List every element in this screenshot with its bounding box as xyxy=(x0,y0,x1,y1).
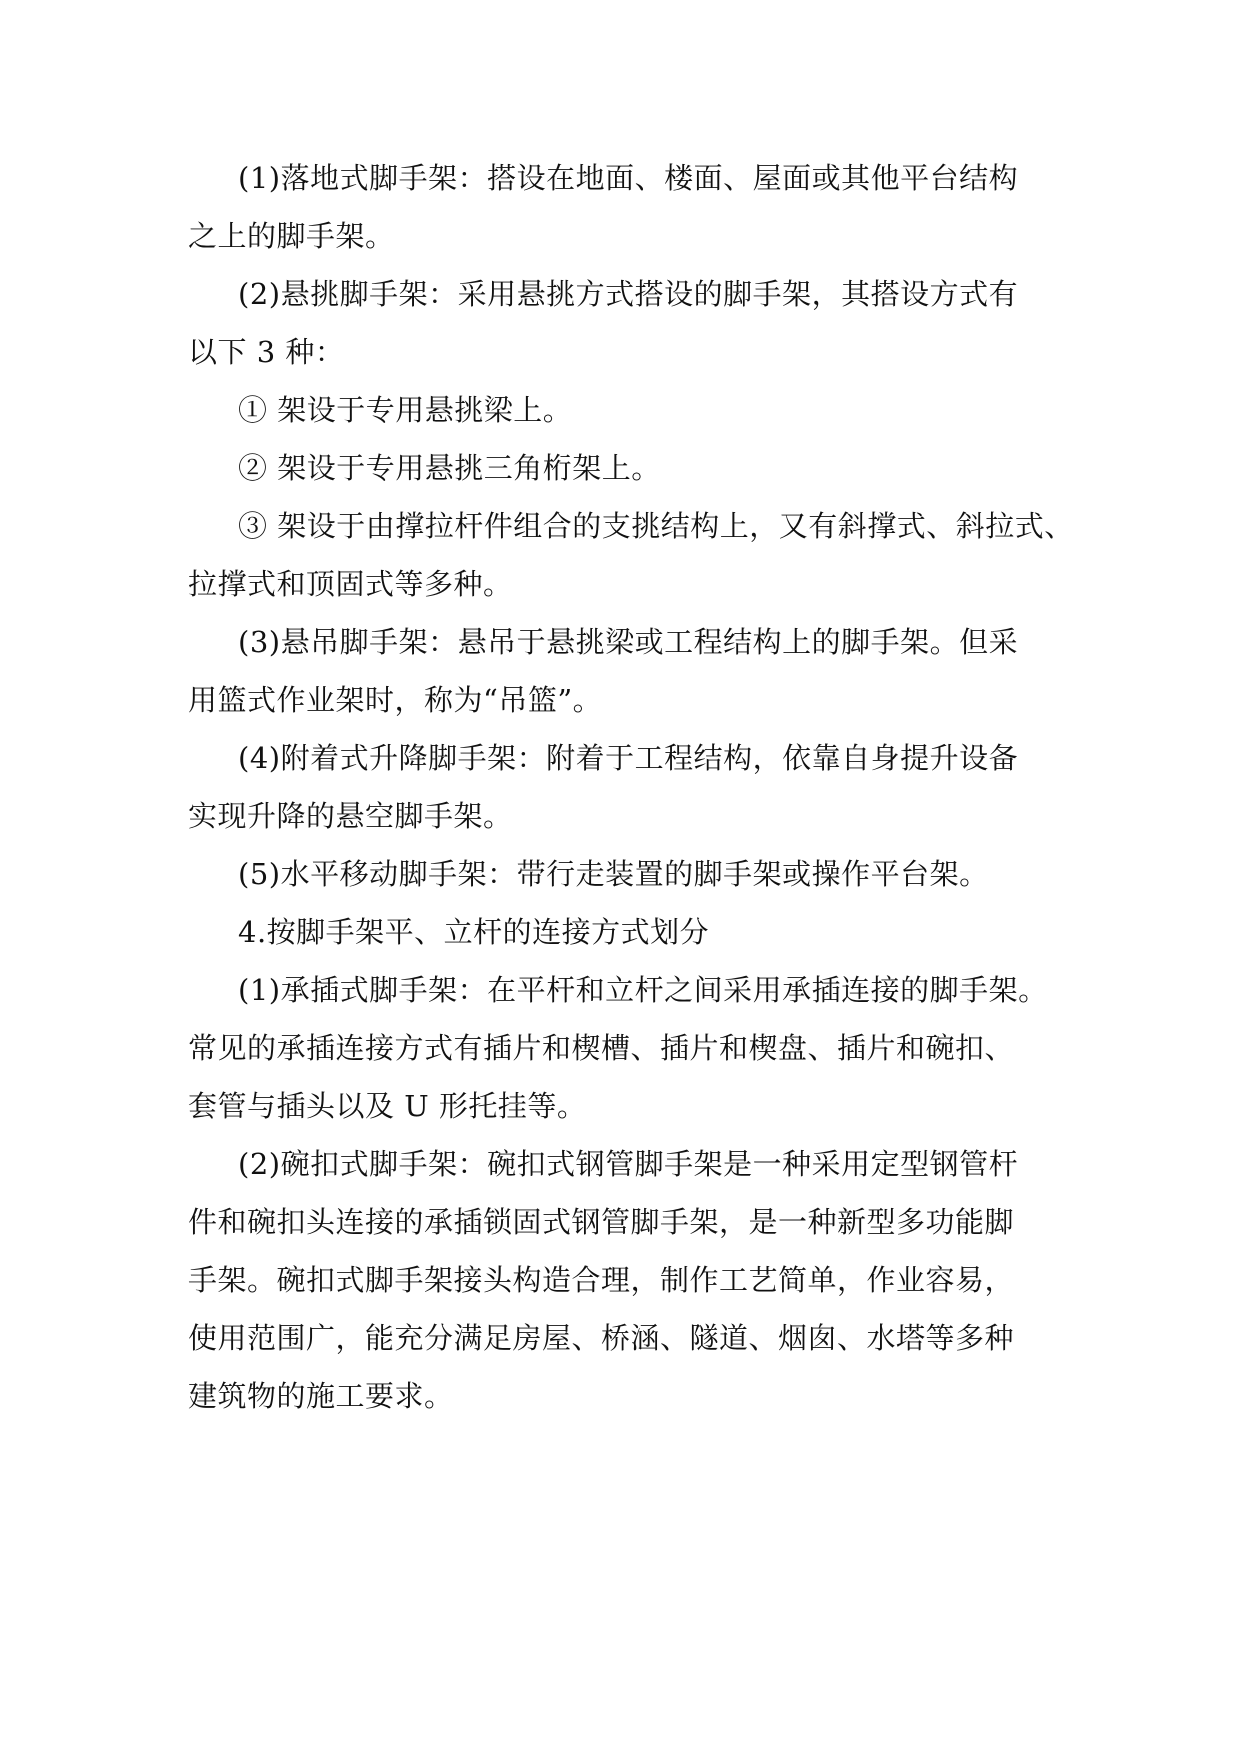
text-line: 件和碗扣头连接的承插锁固式钢管脚手架，是一种新型多功能脚 xyxy=(188,1205,1015,1239)
text-line: 之上的脚手架。 xyxy=(188,219,395,253)
text-line: 建筑物的施工要求。 xyxy=(188,1379,454,1413)
text-line: (2)碗扣式脚手架：碗扣式钢管脚手架是一种采用定型钢管杆 xyxy=(238,1147,1019,1181)
text-line: ① 架设于专用悬挑梁上。 xyxy=(238,393,573,427)
text-line: 以下 3 种： xyxy=(188,335,345,369)
text-line: 拉撑式和顶固式等多种。 xyxy=(188,567,513,601)
text-line: ③ 架设于由撑拉杆件组合的支挑结构上，又有斜撑式、斜拉式、 xyxy=(238,509,1074,543)
text-line: 常见的承插连接方式有插片和楔槽、插片和楔盘、插片和碗扣、 xyxy=(188,1031,1015,1065)
text-line: 使用范围广，能充分满足房屋、桥涵、隧道、烟囱、水塔等多种 xyxy=(188,1321,1015,1355)
text-line: ② 架设于专用悬挑三角桁架上。 xyxy=(238,451,661,485)
text-line: (3)悬吊脚手架：悬吊于悬挑梁或工程结构上的脚手架。但采 xyxy=(238,625,1019,659)
text-line: 手架。碗扣式脚手架接头构造合理，制作工艺简单，作业容易， xyxy=(188,1263,1015,1297)
text-line: (5)水平移动脚手架：带行走装置的脚手架或操作平台架。 xyxy=(238,857,989,891)
text-line: 实现升降的悬空脚手架。 xyxy=(188,799,513,833)
text-line: 套管与插头以及 U 形托挂等。 xyxy=(188,1089,587,1123)
text-line: (2)悬挑脚手架：采用悬挑方式搭设的脚手架，其搭设方式有 xyxy=(238,277,1019,311)
text-line: (1)落地式脚手架：搭设在地面、楼面、屋面或其他平台结构 xyxy=(238,161,1019,195)
text-line: (1)承插式脚手架：在平杆和立杆之间采用承插连接的脚手架。 xyxy=(238,973,1048,1007)
text-line: (4)附着式升降脚手架：附着于工程结构，依靠自身提升设备 xyxy=(238,741,1019,775)
text-line: 用篮式作业架时，称为“吊篮”。 xyxy=(188,683,603,717)
section-heading: 4.按脚手架平、立杆的连接方式划分 xyxy=(238,915,710,949)
